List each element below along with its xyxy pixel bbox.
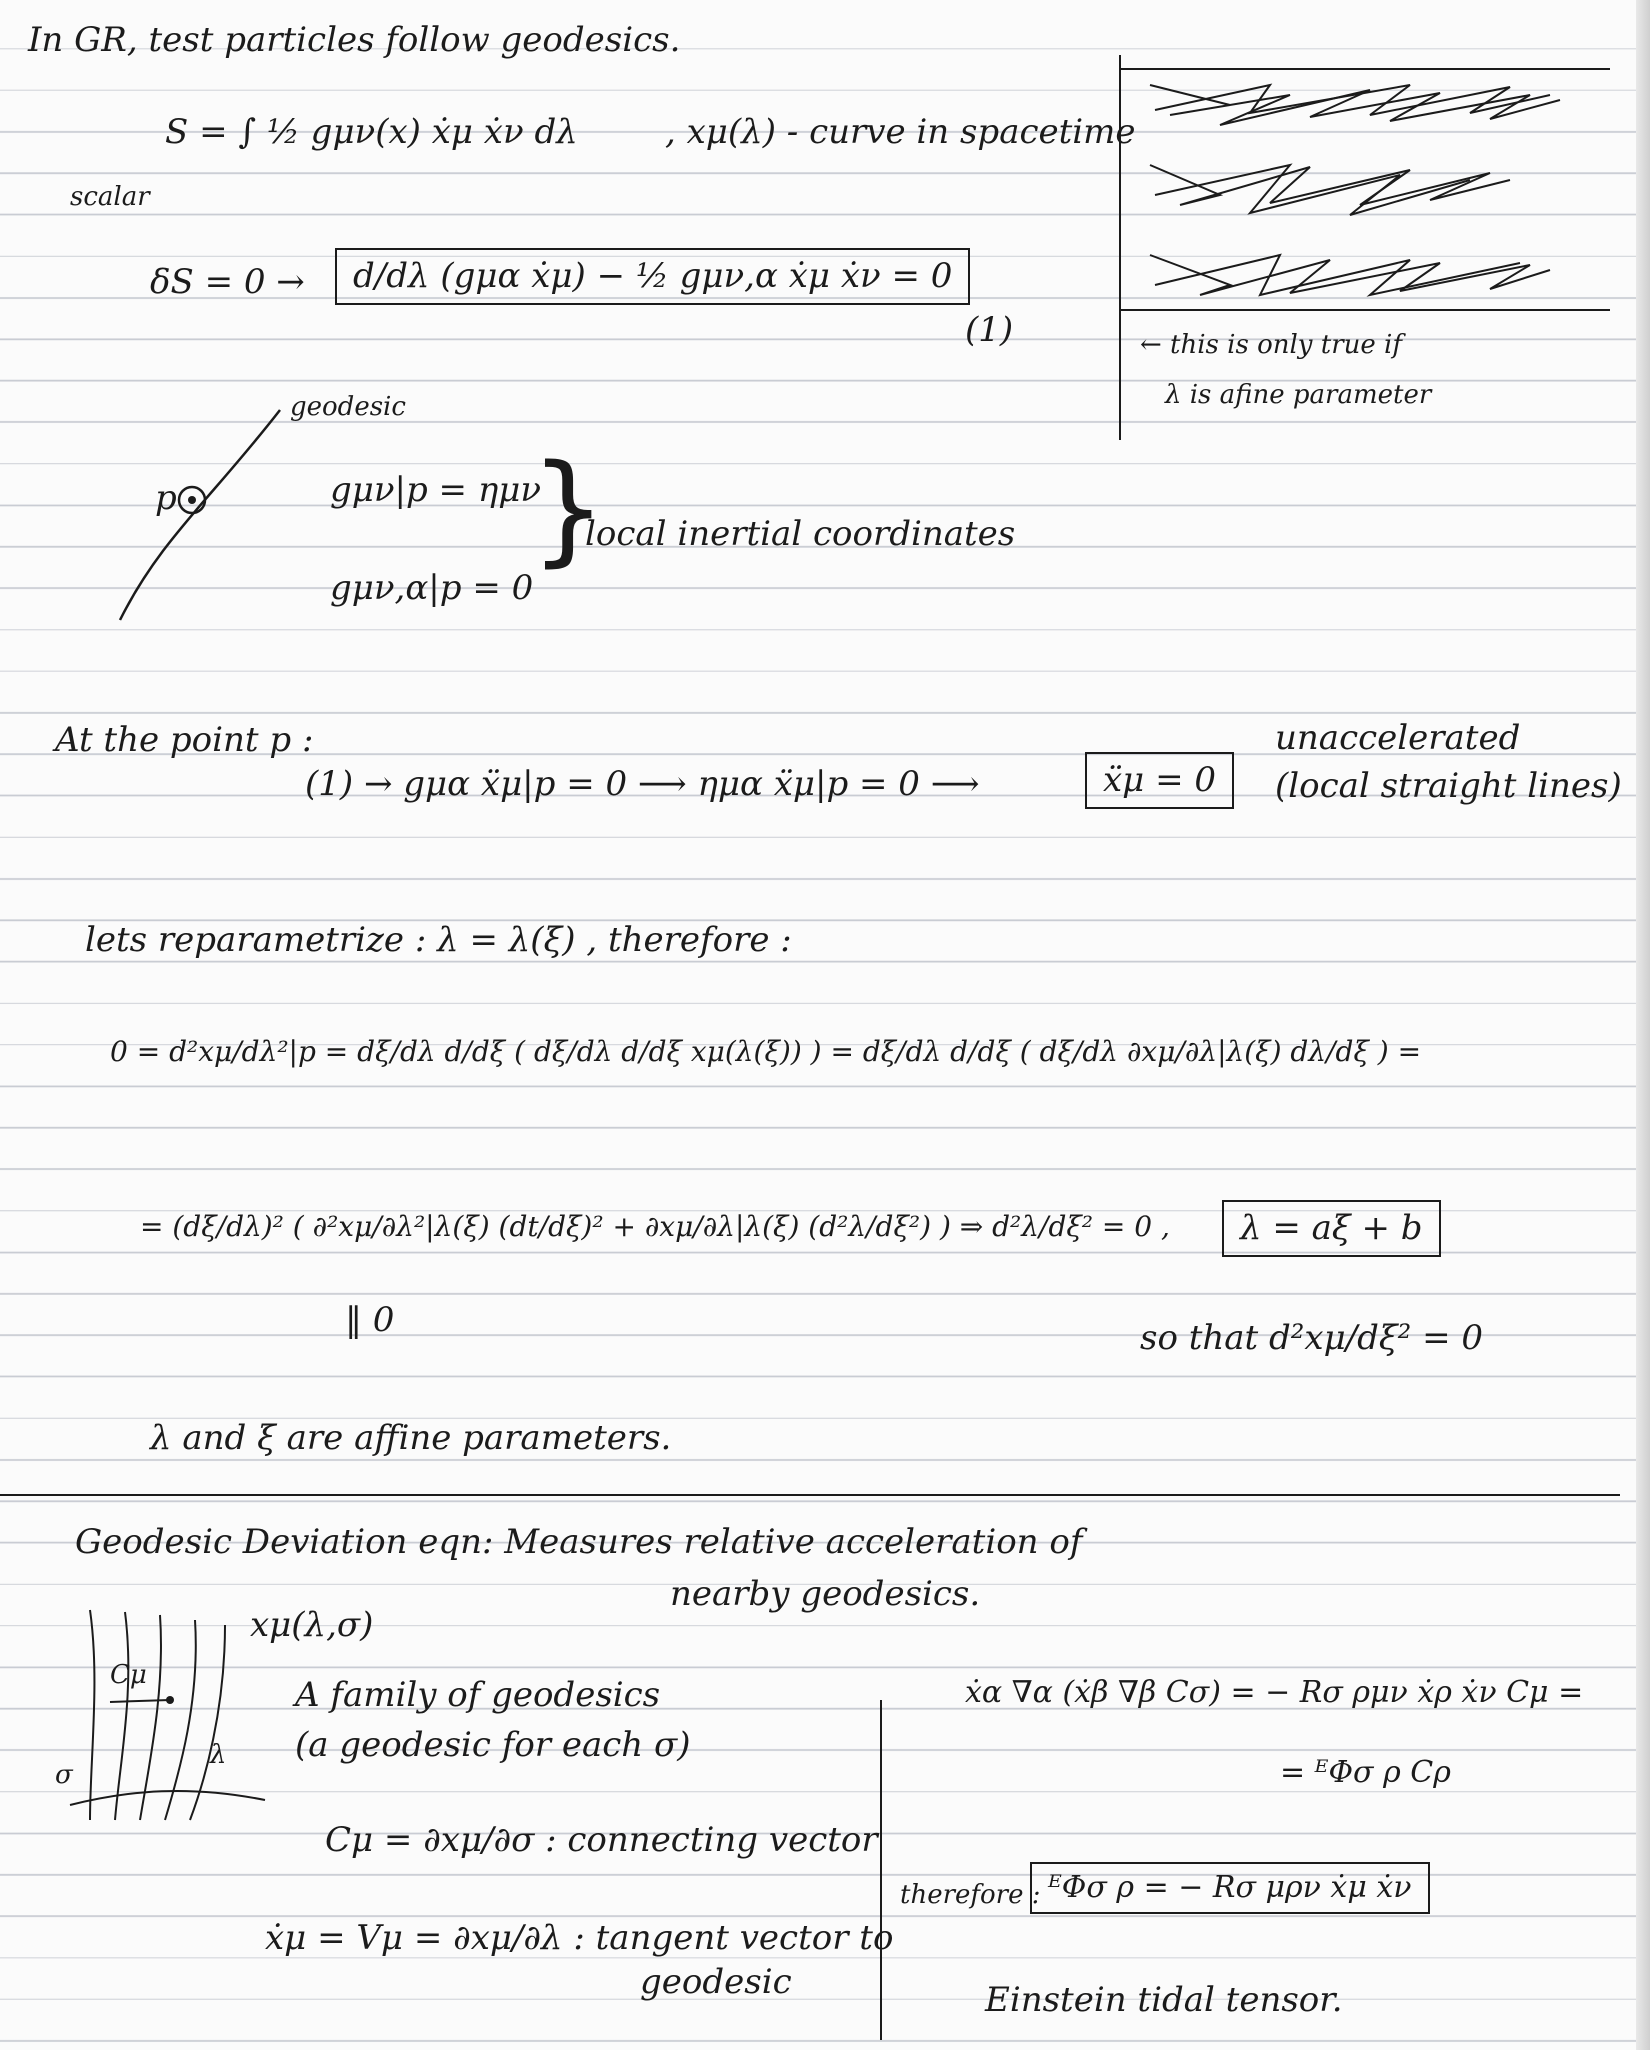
curve-note: , xμ(λ) - curve in spacetime [665,112,1136,152]
geodesic-label: geodesic [290,392,406,422]
so-that-eq: so that d²xμ/dξ² = 0 [1140,1318,1484,1358]
point-label-p: p [155,478,177,518]
action-equation: S = ∫ ½ gμν(x) ẋμ ẋν dλ [165,112,578,152]
page-edge [1636,0,1650,2050]
deviation-equation-1: ẋα ∇α (ẋβ ∇β Cσ) = − Rσ ρμν ẋρ ẋν Cμ = [965,1675,1584,1710]
reparam-title: lets reparametrize : λ = λ(ξ) , therefore : [85,920,792,960]
reparam-equation-1: 0 = d²xμ/dλ²|p = dξ/dλ d/dξ ( dξ/dλ d/dξ xμ(λ(ξ)) ) = dξ/dλ d/dξ ( dξ/dλ ∂xμ/∂λ|λ(ξ) dλ/dξ ) = [110,1035,1422,1068]
affine-note: λ and ξ are affine parameters. [150,1418,672,1458]
at-point-title: At the point p : [55,720,314,760]
geodesic-equation-box: d/dλ (gμα ẋμ) − ½ gμν,α ẋμ ẋν = 0 [335,248,970,305]
metric-derivative-eq: gμν,α|p = 0 [330,568,534,608]
section-divider [0,1494,1620,1496]
side-note-line1: ← this is only true if [1140,330,1402,360]
therefore-label: therefore : [900,1880,1041,1910]
deviation-equation-2: = ᴱΦσ ρ Cρ [1280,1755,1451,1790]
sigma-label: σ [55,1760,73,1790]
side-note-line2: λ is afine parameter [1165,380,1432,410]
at-point-chain: (1) → gμα ẍμ|p = 0 ⟶ ημα ẍμ|p = 0 ⟶ [305,764,980,804]
tangent-vector-2: geodesic [640,1962,792,2002]
equation-tag-1: (1) [965,310,1014,350]
family-desc-2: (a geodesic for each σ) [295,1725,691,1765]
unaccelerated-box: ẍμ = 0 [1085,752,1234,809]
lic-label: local inertial coordinates [585,514,1016,554]
family-desc-1: A family of geodesics [295,1675,661,1715]
column-divider [880,1700,882,2040]
family-label: xμ(λ,σ) [250,1605,374,1645]
connecting-vector: Cμ = ∂xμ/∂σ : connecting vector [325,1820,878,1860]
metric-flat-eq: gμν|p = ημν [330,470,541,510]
geodesic-family-sketch [50,1600,280,1830]
right-brace: } [530,440,607,579]
deviation-title-2: nearby geodesics. [670,1574,981,1614]
lambda-label: λ [210,1740,227,1770]
c-vector-label: Cμ [110,1660,147,1690]
affine-relation-box: λ = aξ + b [1222,1200,1441,1257]
geodesic-sketch [100,390,320,630]
einstein-tidal-tensor: Einstein tidal tensor. [985,1980,1343,2020]
tidal-tensor-box: ᴱΦσ ρ = − Rσ μρν ẋμ ẋν [1030,1862,1430,1914]
scalar-label: scalar [70,182,150,212]
deviation-title: Geodesic Deviation eqn: Measures relative acceleration of [75,1522,1083,1562]
zero-note: ‖ 0 [345,1300,395,1340]
straight-lines-note: (local straight lines) [1275,766,1622,806]
reparam-equation-2: = (dξ/dλ)² ( ∂²xμ/∂λ²|λ(ξ) (dt/dξ)² + ∂xμ/∂λ|λ(ξ) (d²λ/dξ²) ) ⇒ d²λ/dξ² = 0 , [140,1210,1170,1243]
variation-lhs: δS = 0 → [150,262,305,302]
heading-top: In GR, test particles follow geodesics. [28,20,681,60]
unaccelerated-note: unaccelerated [1275,718,1521,758]
tangent-vector: ẋμ = Vμ = ∂xμ/∂λ : tangent vector to [265,1918,894,1958]
